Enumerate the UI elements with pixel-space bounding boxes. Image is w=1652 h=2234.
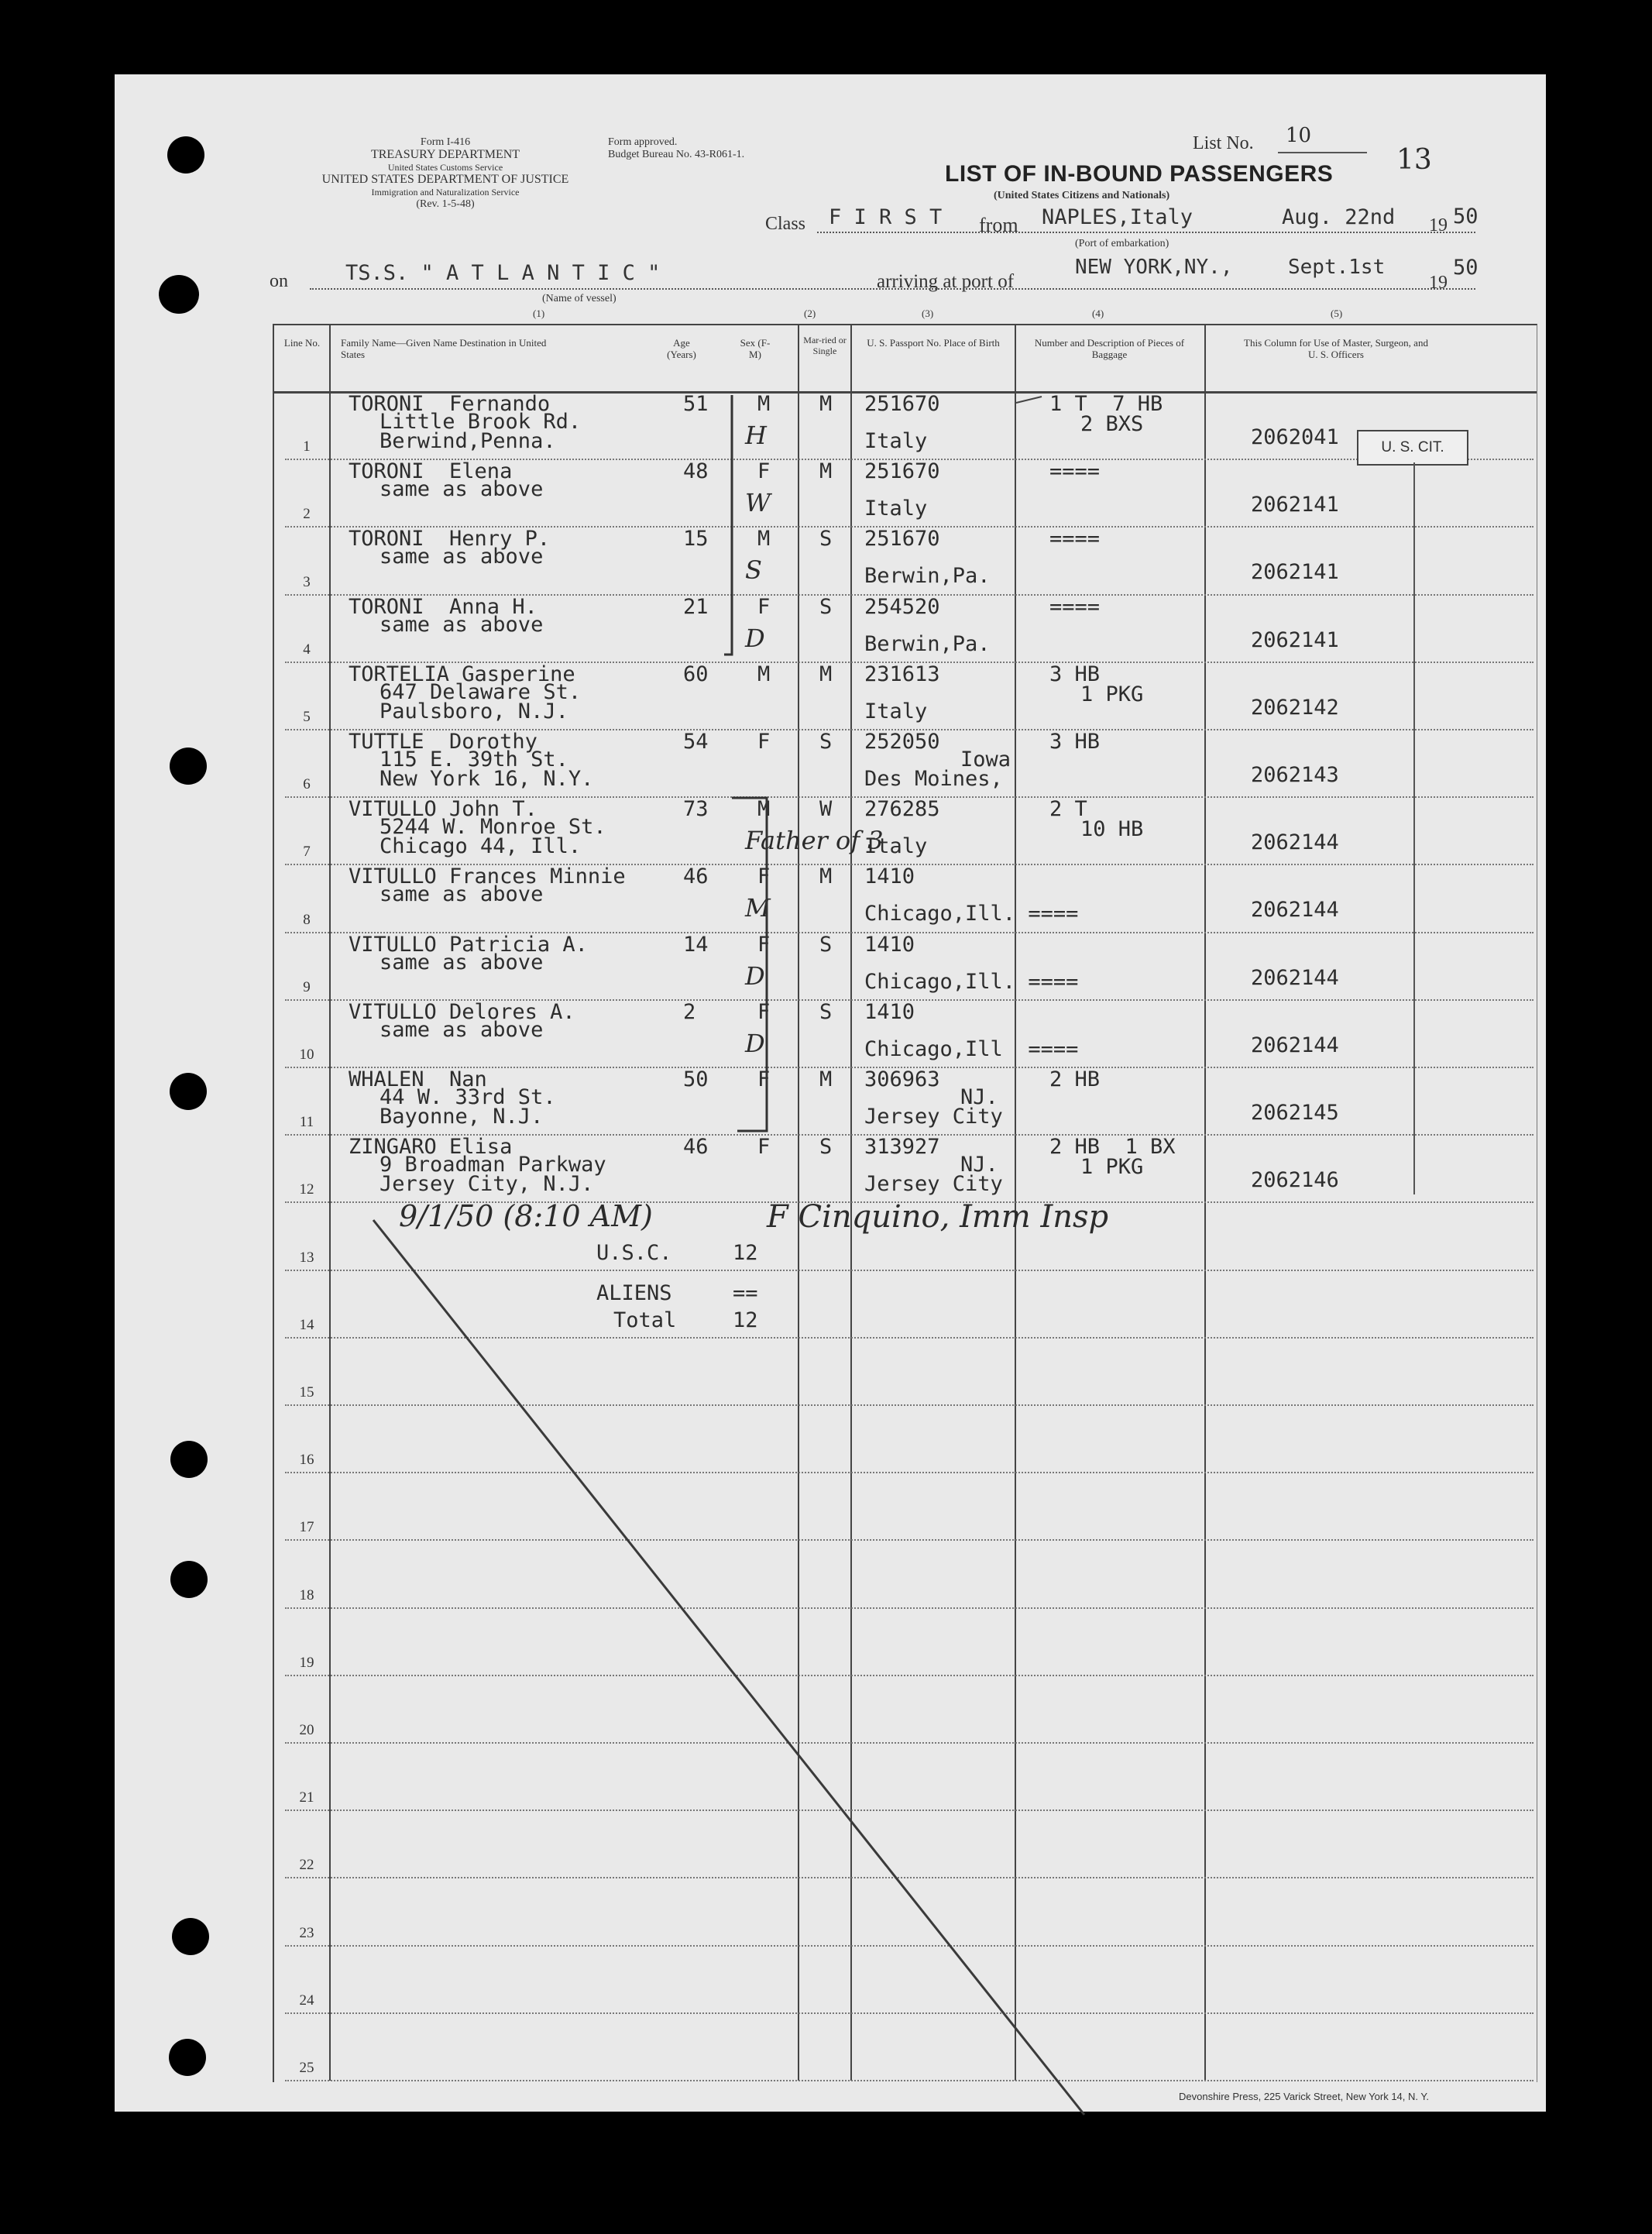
passenger-name: ZINGARO Elisa [349,1135,513,1159]
header-name: Family Name—Given Name Destination in United States [341,337,547,360]
form-approved: Form approved. [608,136,678,148]
baggage-line-1: 3 HB [1049,730,1101,754]
passenger-sex: M [757,527,771,551]
line-number: 9 [303,979,311,995]
officer-number: 2062145 [1251,1101,1339,1125]
passport-number: 1410 [864,933,915,957]
list-no-label: List No. [1193,133,1254,153]
year-from: 50 [1453,204,1479,229]
passenger-address-1: 115 E. 39th St. [380,748,568,772]
header-sex: Sex (F-M) [740,337,771,360]
place-of-birth: Berwin,Pa. [864,632,991,656]
line-number: 3 [303,574,311,590]
on-label: on [270,271,288,291]
aliens-value: == [733,1281,758,1305]
passenger-age: 50 [683,1067,709,1091]
baggage-line-1: 2 HB 1 BX [1049,1135,1176,1159]
passenger-name: TORONI Elena [349,459,513,483]
place-of-birth: Chicago,Ill ==== [864,1037,1079,1061]
line-number: 19 [299,1655,314,1671]
officer-number: 2062141 [1251,493,1339,517]
line-number: 8 [303,912,311,928]
passport-number: 252050 [864,730,940,754]
bracket-line-1 [724,395,732,655]
passenger-name: VITULLO John T. [349,797,538,821]
rev-date: (Rev. 1-5-48) [416,198,475,210]
passenger-address-2: Paulsboro, N.J. [380,699,568,723]
passenger-age: 2 [683,1000,696,1024]
baggage-line-2: 10 HB [1080,817,1144,841]
line-number: 18 [299,1587,314,1603]
passenger-sex: M [757,392,771,416]
passenger-marital: S [819,730,833,754]
passenger-name: TORONI Henry P. [349,527,551,551]
passport-number: 1410 [864,1000,915,1024]
line-number: 24 [299,1992,314,2009]
officer-number: 2062141 [1251,628,1339,652]
usc-value: 12 [733,1241,758,1265]
officer-number: 2062144 [1251,1033,1339,1057]
officer-number: 2062141 [1251,560,1339,584]
passenger-marital: S [819,527,833,551]
form-number: Form I-416 [420,136,471,148]
total-label: Total [613,1308,677,1332]
col-num-2: (2) [804,308,816,319]
passenger-address-1: same as above [380,882,544,906]
handwritten-relation: W [745,488,771,517]
line-number: 6 [303,776,311,792]
ins-name: Immigration and Naturalization Service [371,187,520,198]
header-age: Age (Years) [667,337,696,360]
officer-number: 2062146 [1251,1168,1339,1192]
age-line [1016,397,1042,403]
place-of-birth: Italy [864,834,928,858]
vessel-note: (Name of vessel) [542,293,616,304]
passenger-age: 14 [683,933,709,957]
passenger-sex: F [757,730,771,754]
line-number: 15 [299,1384,314,1401]
passport-number: 251670 [864,459,940,483]
passenger-address-1: 44 W. 33rd St. [380,1085,556,1109]
from-label: from [979,214,1018,236]
passenger-name: TORTELIA Gasperine [349,662,575,686]
passenger-sex: F [757,1000,771,1024]
doj-name: UNITED STATES DEPARTMENT OF JUSTICE [321,173,569,186]
dept-name: TREASURY DEPARTMENT [370,148,520,161]
officer-number: 2062142 [1251,696,1339,720]
passenger-age: 15 [683,527,709,551]
arriving-label: arriving at port of [877,271,1015,292]
passenger-address-1: 9 Broadman Parkway [380,1153,606,1177]
passport-number: 251670 [864,527,940,551]
passport-number: 1410 [864,864,915,888]
passport-number: 313927 [864,1135,940,1159]
line-number: 12 [299,1181,314,1198]
line-number: 25 [299,2060,314,2076]
officer-number: 2062144 [1251,898,1339,922]
total-value: 12 [733,1308,758,1332]
officer-number: 2062144 [1251,830,1339,854]
line-number: 20 [299,1722,314,1738]
line-number: 11 [299,1114,314,1130]
place-of-birth: Italy [864,429,928,453]
passport-number: 306963 [864,1067,940,1091]
passenger-sex: M [757,662,771,686]
passenger-address-1: same as above [380,613,544,637]
handwritten-relation: M [745,893,771,923]
passenger-address-2: Bayonne, N.J. [380,1105,544,1129]
baggage-line-2: 1 PKG [1080,1155,1144,1179]
line-number: 17 [299,1519,314,1535]
passenger-address-2: New York 16, N.Y. [380,767,594,791]
place-of-birth: Jersey City [864,1105,1003,1129]
passenger-sex: F [757,1135,771,1159]
class-label: Class [765,214,806,234]
passenger-name: VITULLO Patricia A. [349,933,588,957]
passenger-address-1: same as above [380,1018,544,1042]
passenger-marital: S [819,1135,833,1159]
passenger-address-2: Jersey City, N.J. [380,1172,594,1196]
header-officers: This Column for Use of Master, Surgeon, and U. S. Officers [1244,337,1428,360]
arrival-port: NEW YORK,NY., [1075,256,1233,279]
year-arrival: 50 [1453,256,1479,280]
service-name: United States Customs Service [387,162,503,173]
baggage-line-1: 2 HB [1049,1067,1101,1091]
officer-number: 2062041 [1251,425,1339,449]
passport-number: 276285 [864,797,940,821]
line-number: 13 [299,1249,314,1266]
passenger-marital: M [819,1067,833,1091]
place-of-birth-state: NJ. [960,1153,998,1177]
header-line-no: Line No. [283,337,321,349]
place-of-birth: Berwin,Pa. [864,564,991,588]
budget-bureau: Budget Bureau No. 43-R061-1. [608,149,745,160]
passenger-name: TORONI Anna H. [349,595,538,619]
arrival-date: Sept.1st [1288,256,1386,279]
us-citizen-stamp: U. S. CIT. [1357,430,1468,466]
line-number: 1 [303,438,311,455]
baggage-line-1: ==== [1049,459,1101,483]
passenger-marital: M [819,392,833,416]
passenger-marital: M [819,662,833,686]
baggage-line-1: 2 T [1049,797,1087,821]
line-number: 23 [299,1925,314,1941]
header-baggage: Number and Description of Pieces of Baggage [1034,337,1185,360]
handwritten-relation: D [745,1029,765,1058]
line-number: 2 [303,506,311,522]
line-number: 5 [303,709,311,725]
place-of-birth: Italy [864,497,928,521]
printer-credit: Devonshire Press, 225 Varick Street, New York 14, N. Y. [1179,2091,1429,2102]
officer-number: 2062144 [1251,966,1339,990]
place-of-birth-state: NJ. [960,1085,998,1109]
handwritten-relation: S [745,555,762,585]
passenger-age: 46 [683,1135,709,1159]
passenger-marital: S [819,1000,833,1024]
passenger-address-1: Little Brook Rd. [380,410,582,434]
passenger-address-2: Chicago 44, Ill. [380,834,582,858]
passenger-name: VITULLO Frances Minnie [349,864,626,888]
passenger-name: VITULLO Delores A. [349,1000,575,1024]
line-number: 7 [303,844,311,860]
col-num-3: (3) [922,308,934,319]
passenger-sex: F [757,459,771,483]
passenger-sex: M [757,797,771,821]
passport-number: 254520 [864,595,940,619]
line-number: 16 [299,1452,314,1468]
passenger-address-2: Berwind,Penna. [380,429,556,453]
place-of-birth-state: Iowa [960,748,1011,772]
year-prefix-1: 19 [1429,215,1448,235]
passenger-sex: F [757,864,771,888]
col-num-1: (1) [533,308,545,319]
passport-number: 251670 [864,392,940,416]
usc-label: U.S.C. [596,1241,672,1265]
class-value: F I R S T [829,205,943,229]
passenger-address-1: 5244 W. Monroe St. [380,815,606,839]
passenger-marital: S [819,595,833,619]
subtitle: (United States Citizens and Nationals) [994,190,1170,201]
baggage-line-1: 1 T 7 HB [1049,392,1163,416]
passenger-age: 21 [683,595,709,619]
list-no-value: 10 [1286,124,1312,147]
passenger-age: 46 [683,864,709,888]
date-from: Aug. 22nd [1282,205,1396,229]
title: LIST OF IN-BOUND PASSENGERS [945,161,1334,187]
col-num-4: (4) [1092,308,1104,319]
baggage-line-1: ==== [1049,527,1101,551]
inspector-signature: F Cinquino, Imm Insp [767,1199,1109,1235]
passenger-marital: W [819,797,833,821]
handwritten-relation: D [745,624,765,653]
officer-number: 2062143 [1251,763,1339,787]
line-number: 21 [299,1789,314,1806]
line-number: 22 [299,1857,314,1873]
handwritten-relation: Father of 3 [745,826,884,855]
passenger-age: 73 [683,797,709,821]
passenger-address-1: same as above [380,477,544,501]
line-number: 14 [299,1317,314,1333]
baggage-line-1: 3 HB [1049,662,1101,686]
handwritten-relation: H [745,421,767,450]
handwritten-relation: D [745,961,765,991]
bracket-line-2 [732,798,767,1131]
pencil-strike-line [373,1220,1084,2115]
passenger-age: 48 [683,459,709,483]
passenger-marital: M [819,459,833,483]
place-of-birth: Italy [864,699,928,723]
place-of-birth: Des Moines, [864,767,1003,791]
col-num-5: (5) [1331,308,1343,319]
passenger-name: WHALEN Nan [349,1067,487,1091]
line-number: 10 [299,1047,314,1063]
passenger-name: TUTTLE Dorothy [349,730,538,754]
passenger-sex: F [757,933,771,957]
aliens-label: ALIENS [596,1281,672,1305]
place-of-birth: Chicago,Ill. ==== [864,970,1079,994]
passenger-address-1: same as above [380,950,544,974]
port-embarkation-note: (Port of embarkation) [1075,238,1169,249]
passenger-name: TORONI Fernando [349,392,551,416]
baggage-line-2: 1 PKG [1080,682,1144,706]
inspection-date-note: 9/1/50 (8:10 AM) [399,1199,653,1233]
from-value: NAPLES,Italy [1042,205,1193,229]
passenger-sex: F [757,1067,771,1091]
passenger-age: 51 [683,392,709,416]
passenger-address-1: same as above [380,545,544,569]
passport-number: 231613 [864,662,940,686]
line-number: 4 [303,641,311,658]
place-of-birth: Jersey City [864,1172,1003,1196]
passenger-age: 60 [683,662,709,686]
year-prefix-2: 19 [1429,273,1448,293]
sheet-number: 13 [1396,144,1432,176]
passenger-marital: S [819,933,833,957]
baggage-line-2: 2 BXS [1080,412,1144,436]
header-passport: U. S. Passport No. Place of Birth [867,337,1000,349]
header-married: Mar-ried or Single [803,335,847,356]
vessel-name: TS.S. " A T L A N T I C " [345,261,661,285]
place-of-birth: Chicago,Ill. ==== [864,902,1079,926]
passenger-age: 54 [683,730,709,754]
passenger-marital: M [819,864,833,888]
baggage-line-1: ==== [1049,595,1101,619]
passenger-sex: F [757,595,771,619]
passenger-address-1: 647 Delaware St. [380,680,582,704]
